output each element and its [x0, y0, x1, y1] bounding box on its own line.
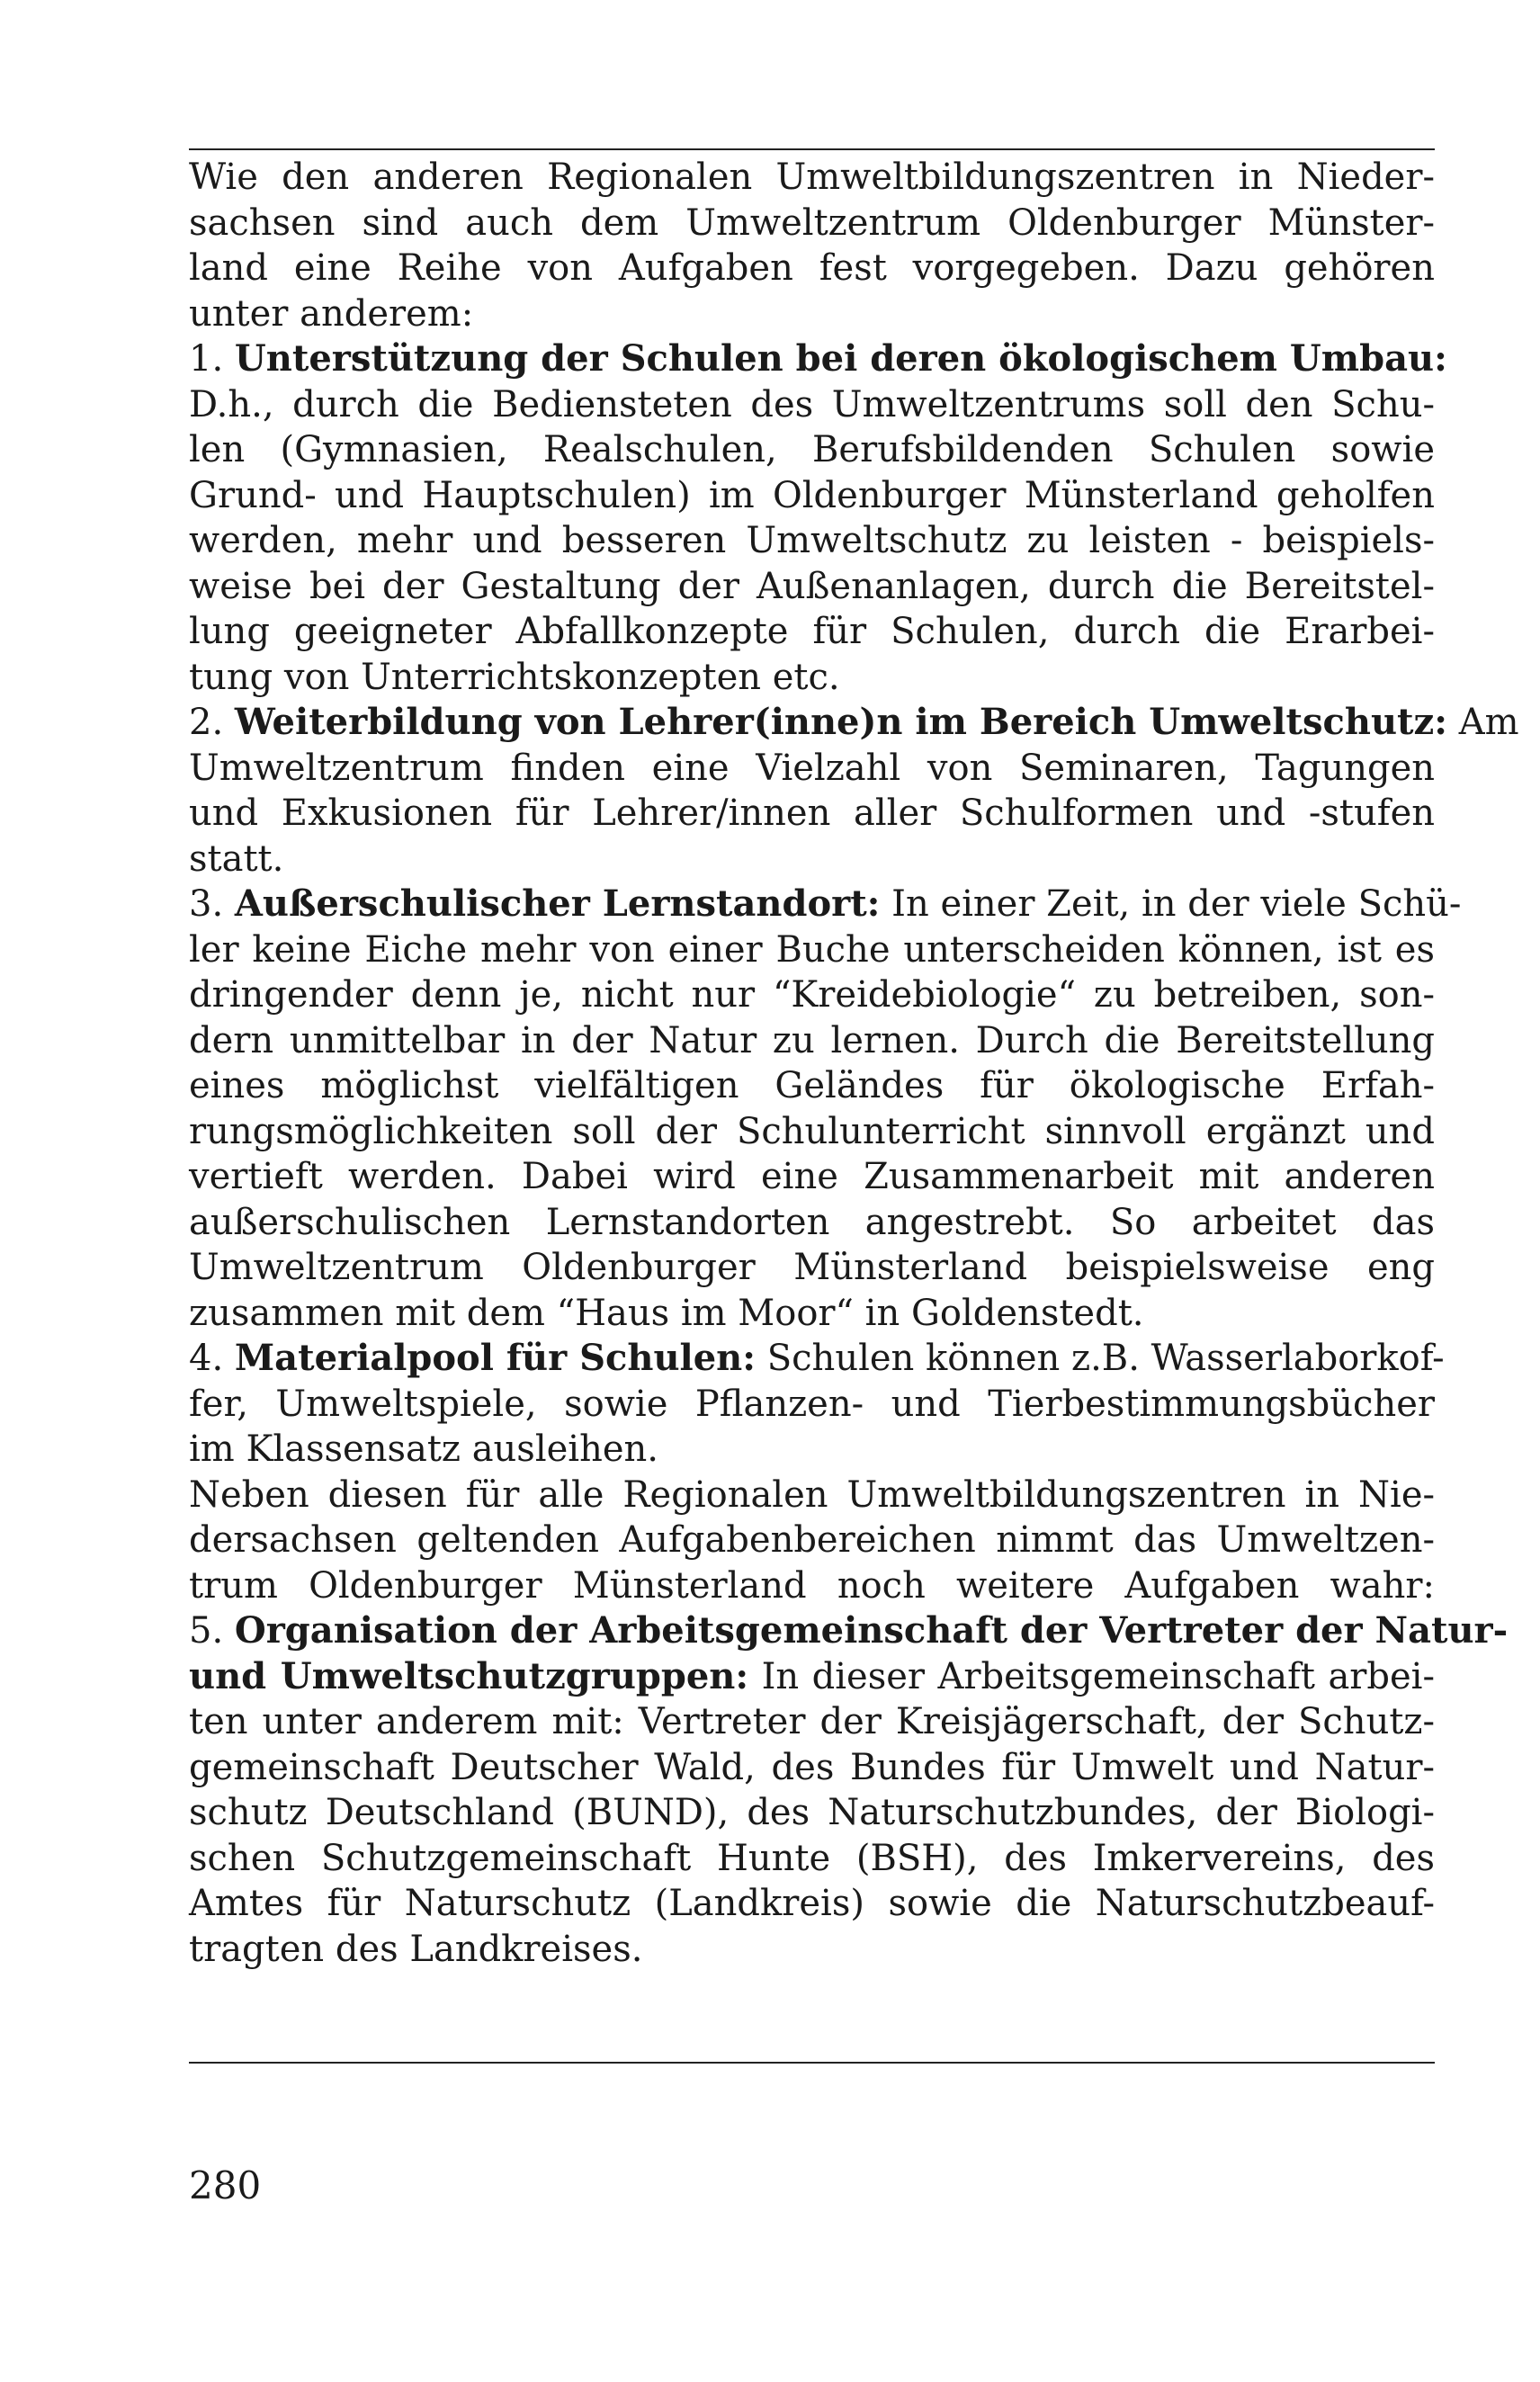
- text-line: [189, 1382, 1435, 1428]
- text-segment: 1.: [189, 338, 235, 380]
- text-line: [189, 1200, 1435, 1246]
- text-line: [189, 473, 1435, 519]
- text-segment: unter anderem:: [189, 292, 474, 335]
- text-line: [189, 927, 1435, 973]
- text-segment: lung geeigneter Abfallkonzepte für Schulen, durch die Erarbei-: [189, 611, 1435, 652]
- text-segment: 3.: [189, 883, 235, 925]
- text-segment: schutz Deutschland (BUND), des Naturschutzbundes, der Biologi-: [189, 1792, 1435, 1833]
- text-segment: sachsen sind auch dem Umweltzentrum Oldenburger Münster-: [189, 201, 1435, 244]
- top-rule: [189, 148, 1435, 150]
- page-number: 280: [189, 2163, 262, 2207]
- text-line: [189, 972, 1435, 1018]
- text-line: [189, 1291, 1435, 1337]
- text-line: [189, 1608, 1509, 1654]
- text-line: [189, 1518, 1435, 1563]
- text-segment: D.h., durch die Bediensteten des Umweltzentrums soll den Schu-: [189, 383, 1435, 425]
- text-segment: tragten des Landkreises.: [189, 1928, 643, 1970]
- text-line: [189, 1109, 1435, 1155]
- text-line: [189, 246, 1435, 291]
- text-segment: dringender denn je, nicht nur “Kreidebiologie“ zu betreiben, son-: [189, 974, 1435, 1016]
- text-segment: Am: [1446, 702, 1519, 743]
- text-line: [189, 1790, 1435, 1836]
- text-segment: Amtes für Naturschutz (Landkreis) sowie die Naturschutzbeauf-: [189, 1883, 1435, 1924]
- text-segment: und Exkusionen für Lehrer/innen aller Schulformen und -stufen: [189, 793, 1435, 834]
- text-line: [189, 564, 1435, 610]
- text-line: [189, 1154, 1435, 1200]
- text-line: [189, 336, 1447, 382]
- text-line: [189, 201, 1435, 246]
- text-segment: 5.: [189, 1610, 235, 1652]
- text-line: [189, 1563, 1435, 1609]
- text-segment: Wie den anderen Regionalen Umweltbildungszentren in Nieder-: [189, 157, 1435, 198]
- text-segment: dersachsen geltenden Aufgabenbereichen nimmt das Umweltzen-: [189, 1519, 1435, 1561]
- text-segment: zusammen mit dem “Haus im Moor“ in Goldenstedt.: [189, 1292, 1144, 1334]
- text-segment: Grund- und Hauptschulen) im Oldenburger Münsterland geholfen: [189, 474, 1435, 516]
- text-line: [189, 155, 1435, 201]
- text-line: [189, 1018, 1435, 1064]
- text-segment: im Klassensatz ausleihen.: [189, 1428, 658, 1470]
- text-line: [189, 1427, 1435, 1473]
- text-line: [189, 609, 1435, 655]
- text-segment: ler keine Eiche mehr von einer Buche unterscheiden können, ist es: [189, 928, 1435, 971]
- bold-heading: Außerschulischer Lernstandort:: [234, 882, 881, 925]
- text-line: [189, 1063, 1435, 1109]
- text-segment: schen Schutzgemeinschaft Hunte (BSH), des Imkervereins, des: [189, 1837, 1435, 1879]
- text-line: [189, 1836, 1435, 1882]
- text-segment: 4.: [189, 1338, 235, 1379]
- bold-heading: Organisation der Arbeitsgemeinschaft der Vertreter der Natur-: [234, 1609, 1509, 1652]
- text-segment: vertieft werden. Dabei wird eine Zusammenarbeit mit anderen: [189, 1156, 1435, 1197]
- text-segment: tung von Unterrichtskonzepten etc.: [189, 656, 840, 698]
- text-segment: eines möglichst vielfältigen Geländes für ökologische Erfah-: [189, 1065, 1435, 1106]
- text-segment: statt.: [189, 837, 284, 880]
- text-segment: In einer Zeit, in der viele Schü-: [880, 883, 1462, 925]
- text-segment: weise bei der Gestaltung der Außenanlagen, durch die Bereitstel-: [189, 565, 1435, 607]
- text-line: [189, 1654, 1435, 1700]
- text-segment: land eine Reihe von Aufgaben fest vorgegeben. Dazu gehören: [189, 247, 1435, 289]
- text-segment: Umweltzentrum Oldenburger Münsterland beispielsweise eng: [189, 1247, 1435, 1288]
- text-segment: Neben diesen für alle Regionalen Umweltbildungszentren in Nie-: [189, 1473, 1435, 1516]
- bold-heading: Weiterbildung von Lehrer(inne)n im Bereich Umweltschutz:: [234, 701, 1447, 743]
- text-line: [189, 746, 1435, 792]
- text-segment: fer, Umweltspiele, sowie Pflanzen- und Tierbestimmungsbücher: [189, 1383, 1435, 1425]
- text-segment: werden, mehr und besseren Umweltschutz zu leisten - beispiels-: [189, 520, 1435, 561]
- text-line: [189, 427, 1435, 473]
- text-segment: außerschulischen Lernstandorten angestrebt. So arbeitet das: [189, 1201, 1435, 1243]
- bold-heading: Unterstützung der Schulen bei deren ökologischem Umbau:: [234, 337, 1447, 380]
- text-segment: dern unmittelbar in der Natur zu lernen. Durch die Bereitstellung: [189, 1019, 1435, 1061]
- text-segment: 2.: [189, 702, 235, 743]
- text-line: [189, 700, 1519, 746]
- body-text: [189, 155, 1519, 1972]
- text-segment: In dieser Arbeitsgemeinschaft arbei-: [748, 1655, 1435, 1697]
- text-line: [189, 518, 1435, 564]
- text-segment: Umweltzentrum finden eine Vielzahl von Seminaren, Tagungen: [189, 747, 1435, 789]
- text-line: [189, 382, 1435, 428]
- text-line: [189, 791, 1435, 837]
- bottom-rule: [189, 2062, 1435, 2064]
- text-segment: ten unter anderem mit: Vertreter der Kreisjägerschaft, der Schutz-: [189, 1701, 1435, 1742]
- text-line: [189, 291, 1435, 337]
- text-segment: len (Gymnasien, Realschulen, Berufsbildenden Schulen sowie: [189, 429, 1435, 470]
- text-line: [189, 1699, 1435, 1745]
- text-segment: gemeinschaft Deutscher Wald, des Bundes für Umwelt und Natur-: [189, 1746, 1435, 1788]
- text-line: [189, 837, 1435, 882]
- bold-heading: und Umweltschutzgruppen:: [189, 1654, 749, 1697]
- text-segment: Schulen können z.B. Wasserlaborkof-: [756, 1338, 1445, 1379]
- text-line: [189, 1881, 1435, 1927]
- text-line: [189, 1336, 1445, 1382]
- text-line: [189, 1473, 1435, 1518]
- text-segment: trum Oldenburger Münsterland noch weitere Aufgaben wahr:: [189, 1564, 1435, 1607]
- text-line: [189, 1927, 1435, 1973]
- text-line: [189, 655, 1435, 701]
- bold-heading: Materialpool für Schulen:: [234, 1337, 757, 1379]
- text-line: [189, 1745, 1435, 1791]
- text-segment: rungsmöglichkeiten soll der Schulunterricht sinnvoll ergänzt und: [189, 1110, 1435, 1152]
- text-line: [189, 882, 1462, 927]
- text-line: [189, 1245, 1435, 1291]
